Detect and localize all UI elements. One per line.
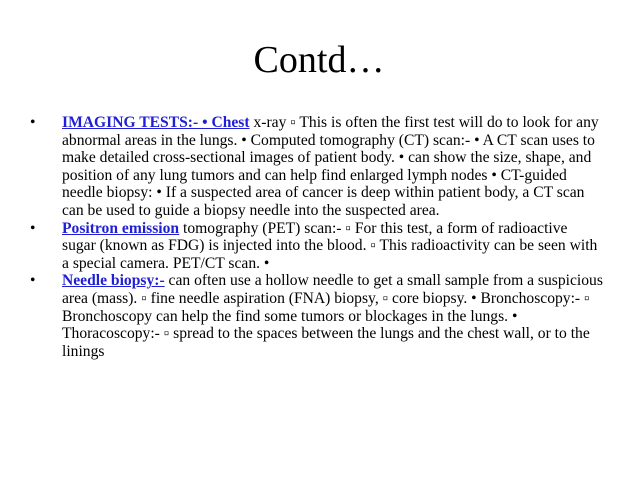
imaging-tests-link[interactable]: IMAGING TESTS:- • Chest [62, 114, 250, 131]
bullet-item-imaging-tests [0, 114, 638, 220]
positron-emission-link[interactable]: Positron emission [62, 219, 180, 237]
imaging-tests-text: x-ray ▫ This is often the first test will do to look for any abnormal areas in the lungs. • Computed tomography (CT) scan:- • A CT scan uses to make detailed cross-sectional images of patient body. • can show the size, shape, and position of any lung tumors and can help find enlarged lymph nodes • CT-guided needle biopsy: • If a suspected area of cancer is deep within patient body, a CT scan can be used to guide a biopsy needle into the suspected area. [62, 114, 599, 219]
bullet-marker: • [30, 272, 36, 290]
bullet-item-needle-biopsy [0, 272, 638, 360]
bullet-marker: • [30, 219, 36, 237]
needle-biopsy-text: can often use a hollow needle to get a small sample from a suspicious area (mass). ▫ fine needle aspiration (FNA) biopsy, ▫ core biopsy. • Bronchoscopy:- ▫ Bronchoscopy can help the find some tumors or blockages in the lungs. • Thoracoscopy:- ▫ spread to the spaces between the lungs and the chest wall, or to the linings [62, 272, 603, 360]
positron-emission-text: tomography (PET) scan:- ▫ For this test, a form of radioactive sugar (known as FDG) is injected into the blood. ▫ This radioactivity can be seen with a special camera. PET/CT scan. • [62, 219, 598, 272]
slide-title: Contd… [253, 39, 385, 81]
bullet-item-positron-emission [0, 220, 638, 273]
needle-biopsy-link[interactable]: Needle biopsy:- [62, 272, 165, 290]
bullet-marker: • [30, 114, 36, 131]
bullet-list [0, 114, 638, 360]
